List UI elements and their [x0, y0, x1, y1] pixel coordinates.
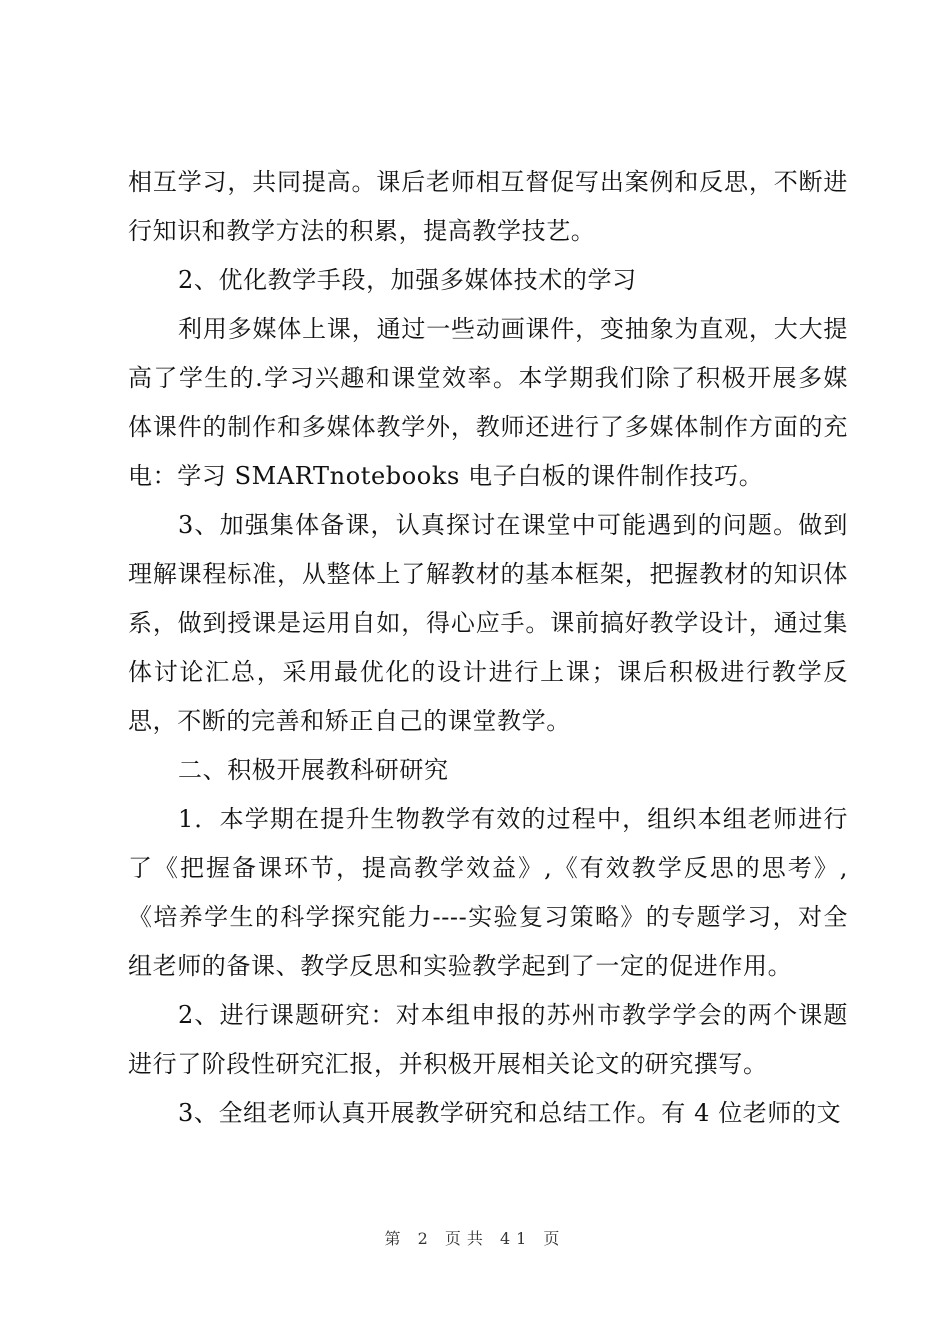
document-body — [128, 158, 848, 1138]
paragraph-continuation: 相互学习，共同提高。课后老师相互督促写出案例和反思，不断进行知识和教学方法的积累，提高教学技艺。 — [128, 168, 848, 245]
paragraph-collective-preparation: 3、加强集体备课，认真探讨在课堂中可能遇到的问题。做到理解课程标准，从整体上了解教材的基本框架，把握教材的知识体系，做到授课是运用自如，得心应手。课前搞好教学设计，通过集体讨论汇总，采用最优化的设计进行上课；课后积极进行教学反思，不断的完善和矫正自己的课堂教学。 — [128, 511, 848, 735]
paragraph-project-research: 2、进行课题研究：对本组申报的苏州市教学学会的两个课题进行了阶段性研究汇报，并积极开展相关论文的研究撰写。 — [128, 1001, 848, 1078]
paragraph-heading-multimedia: 2、优化教学手段，加强多媒体技术的学习 — [178, 266, 637, 294]
paragraph-study-topics: 1．本学期在提升生物教学有效的过程中，组织本组老师进行了《把握备课环节，提高教学效益》,《有效教学反思的思考》,《培养学生的科学探究能力----实验复习策略》的专题学习，对全组老师的备课、教学反思和实验教学起到了一定的促进作用。 — [128, 805, 848, 980]
paragraph-summary-work: 3、全组老师认真开展教学研究和总结工作。有 4 位老师的文 — [178, 1099, 842, 1127]
section-heading-research: 二、积极开展教科研研究 — [178, 756, 449, 784]
paragraph-multimedia: 利用多媒体上课，通过一些动画课件，变抽象为直观，大大提高了学生的.学习兴趣和课堂效率。本学期我们除了积极开展多媒体课件的制作和多媒体教学外，教师还进行了多媒体制作方面的充电：学习 SMARTnotebooks 电子白板的课件制作技巧。 — [128, 315, 848, 490]
page-number-footer: 第 2 页共 41 页 — [384, 1229, 566, 1248]
